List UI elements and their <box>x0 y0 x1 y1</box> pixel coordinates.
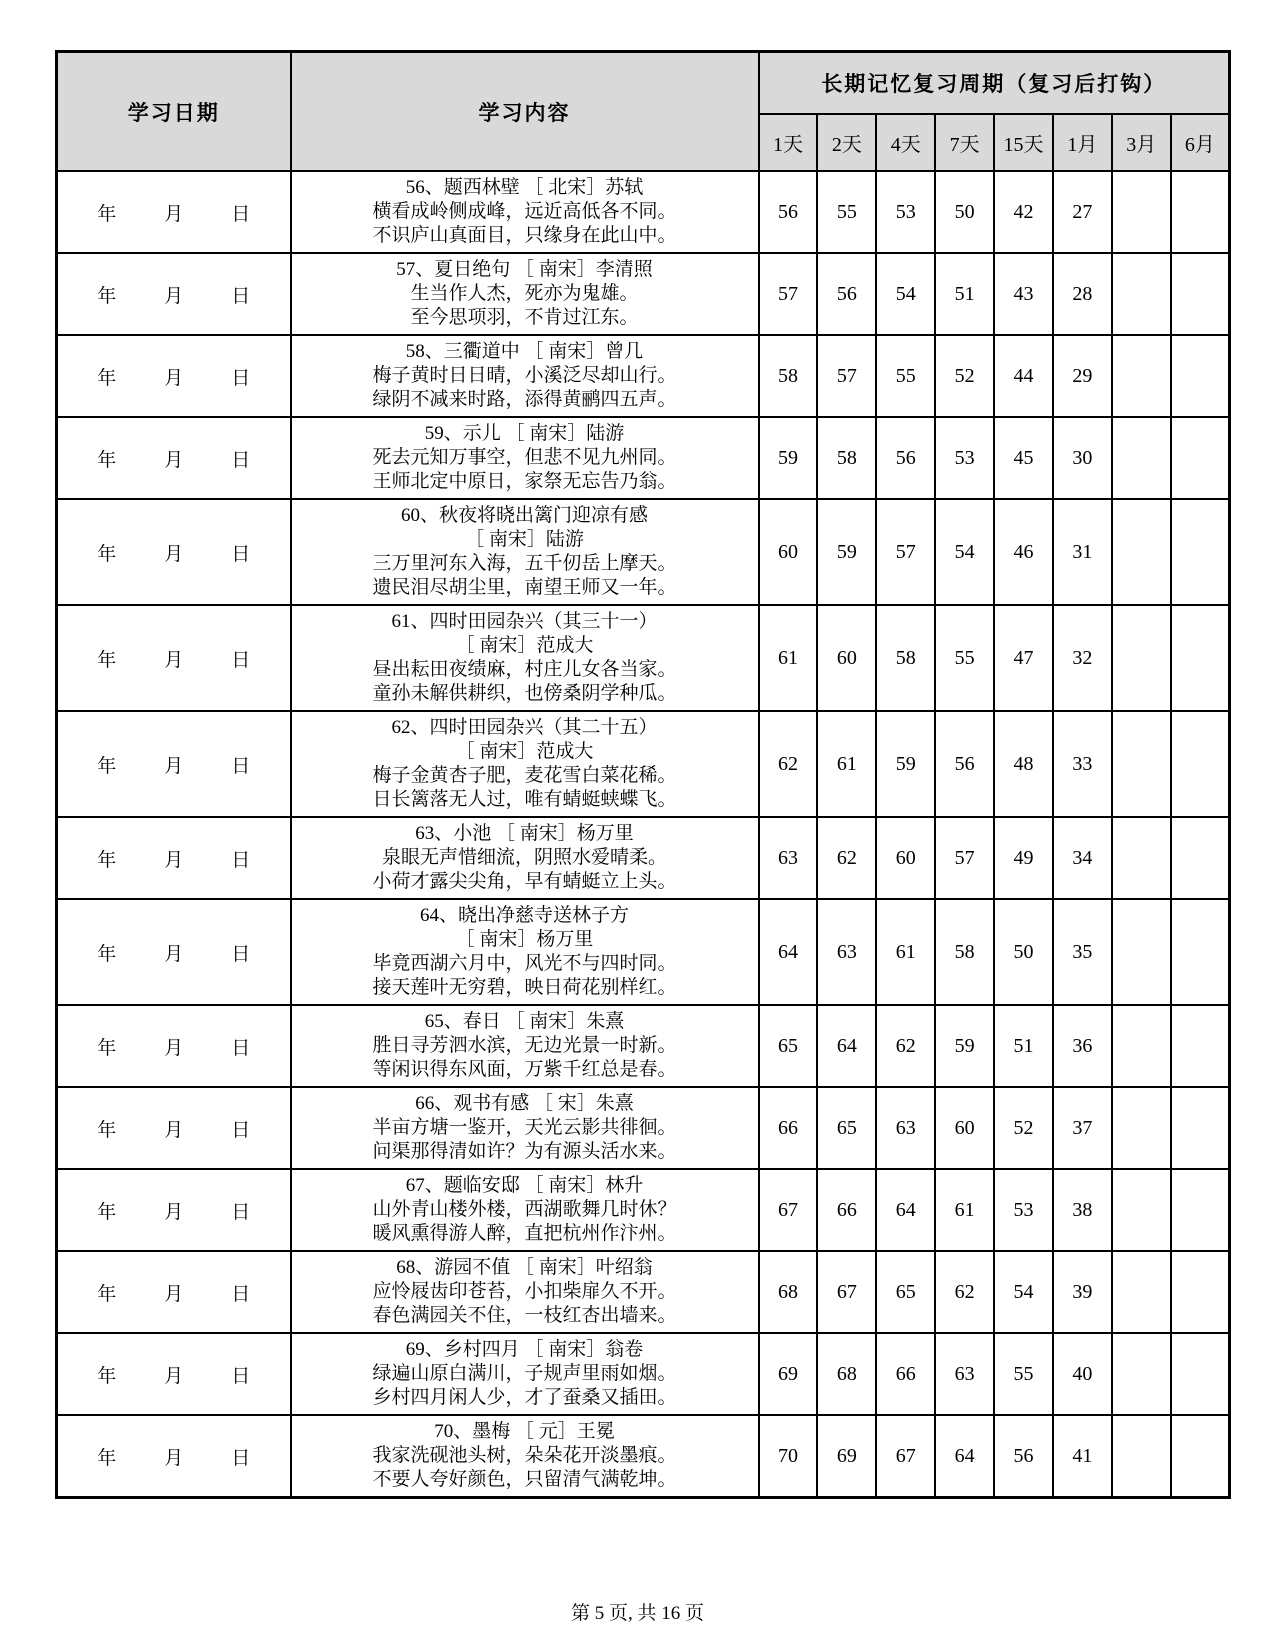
review-check-cell-4day: 66 <box>876 1333 935 1415</box>
review-check-cell-3month <box>1112 417 1171 499</box>
review-check-cell-1month: 38 <box>1053 1169 1112 1251</box>
table-header <box>57 52 1230 172</box>
study-content-cell <box>291 499 759 605</box>
review-check-cell-2day: 66 <box>817 1169 876 1251</box>
review-check-cell-1month: 30 <box>1053 417 1112 499</box>
poem-line: 不要人夸好颜色，只留清气满乾坤。 <box>372 1469 677 1490</box>
study-content-cell <box>291 417 759 499</box>
poem-line: 生当作人杰，死亦为鬼雄。 <box>410 283 639 304</box>
review-check-cell-2day: 63 <box>817 899 876 1005</box>
year-label: 年 <box>97 449 117 471</box>
study-content-cell <box>291 817 759 899</box>
poem-line: 58、三衢道中 ［ 南宋］曾几 <box>405 341 644 362</box>
month-label: 月 <box>164 449 184 471</box>
review-check-cell-3month <box>1112 1005 1171 1087</box>
review-check-cell-7day: 60 <box>935 1087 994 1169</box>
review-check-cell-3month <box>1112 499 1171 605</box>
month-label: 月 <box>164 367 184 389</box>
table-row <box>57 711 1230 817</box>
period-header-2day: 2天 <box>817 114 876 171</box>
year-label: 年 <box>97 649 117 671</box>
poem-line: 春色满园关不住，一枝红杏出墙来。 <box>372 1305 677 1326</box>
review-check-cell-15day: 53 <box>994 1169 1053 1251</box>
review-check-cell-4day: 59 <box>876 711 935 817</box>
month-label: 月 <box>164 943 184 965</box>
poem-line: ［ 南宋］陆游 <box>465 529 584 550</box>
review-check-cell-3month <box>1112 171 1171 253</box>
review-check-cell-4day: 63 <box>876 1087 935 1169</box>
review-check-cell-2day: 69 <box>817 1415 876 1498</box>
month-label: 月 <box>164 1037 184 1059</box>
review-check-cell-3month <box>1112 605 1171 711</box>
review-check-cell-6month <box>1171 711 1230 817</box>
poem-line: 56、题西林壁 ［ 北宋］苏轼 <box>405 177 644 198</box>
month-label: 月 <box>164 849 184 871</box>
poem-line: ［ 南宋］范成大 <box>455 635 594 656</box>
poem-line: 胜日寻芳泗水滨，无边光景一时新。 <box>372 1035 677 1056</box>
review-check-cell-4day: 61 <box>876 899 935 1005</box>
review-check-cell-1month: 29 <box>1053 335 1112 417</box>
study-content-cell <box>291 253 759 335</box>
day-label: 日 <box>231 649 251 671</box>
review-check-cell-4day: 56 <box>876 417 935 499</box>
review-check-cell-1day: 58 <box>759 335 818 417</box>
table-row <box>57 1005 1230 1087</box>
month-label: 月 <box>164 543 184 565</box>
month-label: 月 <box>164 203 184 225</box>
page-number: 第 5 页, 共 16 页 <box>570 1603 704 1624</box>
year-label: 年 <box>97 367 117 389</box>
review-check-cell-4day: 57 <box>876 499 935 605</box>
table-body <box>57 171 1230 1498</box>
review-check-cell-7day: 50 <box>935 171 994 253</box>
review-check-cell-2day: 56 <box>817 253 876 335</box>
month-label: 月 <box>164 755 184 777</box>
poem-line: 山外青山楼外楼，西湖歌舞几时休？ <box>372 1199 677 1220</box>
review-check-cell-2day: 61 <box>817 711 876 817</box>
review-check-cell-4day: 55 <box>876 335 935 417</box>
study-content-cell <box>291 1333 759 1415</box>
review-check-cell-2day: 64 <box>817 1005 876 1087</box>
review-check-cell-6month <box>1171 1251 1230 1333</box>
review-check-cell-15day: 56 <box>994 1415 1053 1498</box>
study-content-cell <box>291 1415 759 1498</box>
poem-line: 66、观书有感 ［ 宋］朱熹 <box>415 1093 634 1114</box>
review-check-cell-15day: 47 <box>994 605 1053 711</box>
study-content-cell <box>291 1087 759 1169</box>
table-row <box>57 171 1230 253</box>
review-check-cell-2day: 58 <box>817 417 876 499</box>
study-schedule-table <box>55 50 1231 1499</box>
poem-line: 57、夏日绝句 ［ 南宋］李清照 <box>396 259 653 280</box>
period-header-4day: 4天 <box>876 114 935 171</box>
day-label: 日 <box>231 285 251 307</box>
review-check-cell-7day: 62 <box>935 1251 994 1333</box>
poem-line: 63、小池 ［ 南宋］杨万里 <box>415 823 634 844</box>
year-label: 年 <box>97 543 117 565</box>
review-check-cell-4day: 62 <box>876 1005 935 1087</box>
column-header-study-date: 学习日期 <box>57 52 291 172</box>
poem-line: 59、示儿 ［ 南宋］陆游 <box>424 423 625 444</box>
review-check-cell-7day: 63 <box>935 1333 994 1415</box>
review-check-cell-6month <box>1171 1005 1230 1087</box>
poem-line: 64、晓出净慈寺送林子方 <box>419 905 629 926</box>
review-check-cell-1day: 59 <box>759 417 818 499</box>
poem-line: 接天莲叶无穷碧，映日荷花别样红。 <box>372 977 677 998</box>
review-check-cell-15day: 55 <box>994 1333 1053 1415</box>
poem-line: 童孙未解供耕织，也傍桑阴学种瓜。 <box>372 683 677 704</box>
table-row <box>57 817 1230 899</box>
review-check-cell-6month <box>1171 899 1230 1005</box>
review-check-cell-3month <box>1112 253 1171 335</box>
review-check-cell-1day: 70 <box>759 1415 818 1498</box>
study-date-cell <box>57 171 291 253</box>
review-check-cell-1day: 56 <box>759 171 818 253</box>
study-date-cell <box>57 1169 291 1251</box>
review-check-cell-15day: 42 <box>994 171 1053 253</box>
review-check-cell-15day: 46 <box>994 499 1053 605</box>
poem-line: 梅子金黄杏子肥，麦花雪白菜花稀。 <box>372 765 677 786</box>
poem-line: 绿遍山原白满川，子规声里雨如烟。 <box>372 1363 677 1384</box>
day-label: 日 <box>231 1447 251 1469</box>
review-check-cell-7day: 52 <box>935 335 994 417</box>
review-check-cell-2day: 60 <box>817 605 876 711</box>
table-row <box>57 1333 1230 1415</box>
review-check-cell-15day: 51 <box>994 1005 1053 1087</box>
table-row <box>57 1415 1230 1498</box>
review-check-cell-1day: 57 <box>759 253 818 335</box>
table-row <box>57 605 1230 711</box>
day-label: 日 <box>231 943 251 965</box>
review-check-cell-6month <box>1171 605 1230 711</box>
review-check-cell-3month <box>1112 711 1171 817</box>
month-label: 月 <box>164 649 184 671</box>
year-label: 年 <box>97 943 117 965</box>
year-label: 年 <box>97 203 117 225</box>
review-check-cell-6month <box>1171 335 1230 417</box>
study-content-cell <box>291 899 759 1005</box>
table-row <box>57 253 1230 335</box>
review-check-cell-4day: 67 <box>876 1415 935 1498</box>
study-date-cell <box>57 605 291 711</box>
review-check-cell-3month <box>1112 1087 1171 1169</box>
review-check-cell-1day: 64 <box>759 899 818 1005</box>
study-date-cell <box>57 1005 291 1087</box>
year-label: 年 <box>97 755 117 777</box>
poem-line: 62、四时田园杂兴（其二十五） <box>391 717 658 738</box>
month-label: 月 <box>164 1365 184 1387</box>
review-check-cell-6month <box>1171 171 1230 253</box>
table-row <box>57 1087 1230 1169</box>
review-check-cell-6month <box>1171 253 1230 335</box>
review-check-cell-1month: 41 <box>1053 1415 1112 1498</box>
table-row <box>57 417 1230 499</box>
review-check-cell-6month <box>1171 499 1230 605</box>
year-label: 年 <box>97 285 117 307</box>
period-header-6month: 6月 <box>1171 114 1230 171</box>
poem-line: 王师北定中原日，家祭无忘告乃翁。 <box>372 471 677 492</box>
year-label: 年 <box>97 1447 117 1469</box>
year-label: 年 <box>97 849 117 871</box>
study-date-cell <box>57 1415 291 1498</box>
review-check-cell-1day: 65 <box>759 1005 818 1087</box>
review-check-cell-4day: 65 <box>876 1251 935 1333</box>
review-check-cell-15day: 45 <box>994 417 1053 499</box>
poem-line: 死去元知万事空，但悲不见九州同。 <box>372 447 677 468</box>
review-check-cell-7day: 61 <box>935 1169 994 1251</box>
column-header-study-content: 学习内容 <box>291 52 759 172</box>
day-label: 日 <box>231 1037 251 1059</box>
review-check-cell-1day: 61 <box>759 605 818 711</box>
review-check-cell-2day: 55 <box>817 171 876 253</box>
poem-line: 暖风熏得游人醉，直把杭州作汴州。 <box>372 1223 677 1244</box>
study-content-cell <box>291 1251 759 1333</box>
review-check-cell-15day: 44 <box>994 335 1053 417</box>
poem-line: ［ 南宋］范成大 <box>455 741 594 762</box>
review-check-cell-3month <box>1112 1333 1171 1415</box>
review-check-cell-1month: 34 <box>1053 817 1112 899</box>
review-check-cell-3month <box>1112 1169 1171 1251</box>
period-header-1day: 1天 <box>759 114 818 171</box>
day-label: 日 <box>231 1283 251 1305</box>
study-date-cell <box>57 1087 291 1169</box>
review-check-cell-1month: 33 <box>1053 711 1112 817</box>
review-check-cell-6month <box>1171 817 1230 899</box>
year-label: 年 <box>97 1365 117 1387</box>
month-label: 月 <box>164 285 184 307</box>
poem-line: 至今思项羽，不肯过江东。 <box>410 307 639 328</box>
review-check-cell-1month: 36 <box>1053 1005 1112 1087</box>
study-date-cell <box>57 499 291 605</box>
review-check-cell-2day: 57 <box>817 335 876 417</box>
poem-line: 绿阴不减来时路，添得黄鹂四五声。 <box>372 389 677 410</box>
poem-line: 小荷才露尖尖角，早有蜻蜓立上头。 <box>372 871 677 892</box>
review-check-cell-3month <box>1112 1251 1171 1333</box>
day-label: 日 <box>231 543 251 565</box>
poem-line: 半亩方塘一鉴开，天光云影共徘徊。 <box>372 1117 677 1138</box>
review-check-cell-3month <box>1112 1415 1171 1498</box>
review-check-cell-1day: 60 <box>759 499 818 605</box>
review-check-cell-1day: 68 <box>759 1251 818 1333</box>
review-check-cell-1month: 28 <box>1053 253 1112 335</box>
poem-line: 等闲识得东风面，万紫千红总是春。 <box>372 1059 677 1080</box>
month-label: 月 <box>164 1119 184 1141</box>
review-check-cell-1month: 27 <box>1053 171 1112 253</box>
review-check-cell-4day: 64 <box>876 1169 935 1251</box>
study-date-cell <box>57 417 291 499</box>
review-check-cell-3month <box>1112 899 1171 1005</box>
day-label: 日 <box>231 367 251 389</box>
day-label: 日 <box>231 1119 251 1141</box>
poem-line: 应怜屐齿印苍苔，小扣柴扉久不开。 <box>372 1281 677 1302</box>
review-check-cell-2day: 59 <box>817 499 876 605</box>
table-row <box>57 899 1230 1005</box>
poem-line: 毕竟西湖六月中，风光不与四时同。 <box>372 953 677 974</box>
study-content-cell <box>291 711 759 817</box>
year-label: 年 <box>97 1119 117 1141</box>
poem-line: 61、四时田园杂兴（其三十一） <box>391 611 658 632</box>
review-check-cell-6month <box>1171 1333 1230 1415</box>
review-check-cell-6month <box>1171 1087 1230 1169</box>
table-row <box>57 335 1230 417</box>
poem-line: 60、秋夜将晓出篱门迎凉有感 <box>400 505 648 526</box>
day-label: 日 <box>231 203 251 225</box>
period-header-15day: 15天 <box>994 114 1053 171</box>
review-check-cell-1month: 31 <box>1053 499 1112 605</box>
period-header-3month: 3月 <box>1112 114 1171 171</box>
review-check-cell-1day: 69 <box>759 1333 818 1415</box>
study-date-cell <box>57 711 291 817</box>
poem-line: 70、墨梅 ［ 元］王冕 <box>434 1421 615 1442</box>
review-check-cell-15day: 54 <box>994 1251 1053 1333</box>
review-check-cell-6month <box>1171 417 1230 499</box>
review-check-cell-1month: 32 <box>1053 605 1112 711</box>
year-label: 年 <box>97 1283 117 1305</box>
review-check-cell-15day: 48 <box>994 711 1053 817</box>
poem-line: 65、春日 ［ 南宋］朱熹 <box>424 1011 625 1032</box>
period-header-1month: 1月 <box>1053 114 1112 171</box>
day-label: 日 <box>231 755 251 777</box>
review-check-cell-1month: 37 <box>1053 1087 1112 1169</box>
table-row <box>57 499 1230 605</box>
study-content-cell <box>291 171 759 253</box>
study-content-cell <box>291 605 759 711</box>
review-check-cell-4day: 58 <box>876 605 935 711</box>
study-date-cell <box>57 1333 291 1415</box>
period-header-7day: 7天 <box>935 114 994 171</box>
month-label: 月 <box>164 1201 184 1223</box>
poem-line: 日长篱落无人过，唯有蜻蜓蛱蝶飞。 <box>372 789 677 810</box>
review-check-cell-7day: 59 <box>935 1005 994 1087</box>
day-label: 日 <box>231 849 251 871</box>
review-check-cell-4day: 60 <box>876 817 935 899</box>
poem-line: 梅子黄时日日晴，小溪泛尽却山行。 <box>372 365 677 386</box>
review-check-cell-15day: 52 <box>994 1087 1053 1169</box>
day-label: 日 <box>231 1365 251 1387</box>
poem-line: 三万里河东入海，五千仞岳上摩天。 <box>372 553 677 574</box>
review-check-cell-2day: 68 <box>817 1333 876 1415</box>
table-row <box>57 1169 1230 1251</box>
study-content-cell <box>291 335 759 417</box>
review-check-cell-7day: 56 <box>935 711 994 817</box>
review-check-cell-7day: 64 <box>935 1415 994 1498</box>
column-header-review-cycle: 长期记忆复习周期（复习后打钩） <box>759 52 1230 115</box>
review-check-cell-15day: 50 <box>994 899 1053 1005</box>
study-date-cell <box>57 1251 291 1333</box>
review-check-cell-1month: 39 <box>1053 1251 1112 1333</box>
study-content-cell <box>291 1169 759 1251</box>
study-date-cell <box>57 253 291 335</box>
review-check-cell-7day: 55 <box>935 605 994 711</box>
review-check-cell-6month <box>1171 1169 1230 1251</box>
poem-line: 我家洗砚池头树，朵朵花开淡墨痕。 <box>372 1445 677 1466</box>
year-label: 年 <box>97 1201 117 1223</box>
poem-line: 乡村四月闲人少，才了蚕桑又插田。 <box>372 1387 677 1408</box>
review-check-cell-1day: 67 <box>759 1169 818 1251</box>
review-check-cell-2day: 65 <box>817 1087 876 1169</box>
poem-line: ［ 南宋］杨万里 <box>455 929 594 950</box>
study-date-cell <box>57 335 291 417</box>
poem-line: 泉眼无声惜细流，阴照水爱晴柔。 <box>381 847 667 868</box>
review-check-cell-1month: 40 <box>1053 1333 1112 1415</box>
review-check-cell-1month: 35 <box>1053 899 1112 1005</box>
review-check-cell-3month <box>1112 335 1171 417</box>
month-label: 月 <box>164 1283 184 1305</box>
study-date-cell <box>57 817 291 899</box>
review-check-cell-4day: 54 <box>876 253 935 335</box>
study-content-cell <box>291 1005 759 1087</box>
review-check-cell-7day: 51 <box>935 253 994 335</box>
review-check-cell-15day: 49 <box>994 817 1053 899</box>
poem-line: 68、游园不值 ［ 南宋］叶绍翁 <box>396 1257 653 1278</box>
poem-line: 不识庐山真面目，只缘身在此山中。 <box>372 225 677 246</box>
review-check-cell-7day: 54 <box>935 499 994 605</box>
review-check-cell-1day: 66 <box>759 1087 818 1169</box>
month-label: 月 <box>164 1447 184 1469</box>
poem-line: 69、乡村四月 ［ 南宋］翁卷 <box>405 1339 644 1360</box>
poem-line: 问渠那得清如许？为有源头活水来。 <box>372 1141 677 1162</box>
table-row <box>57 1251 1230 1333</box>
poem-line: 昼出耘田夜绩麻，村庄儿女各当家。 <box>372 659 677 680</box>
poem-line: 遗民泪尽胡尘里，南望王师又一年。 <box>372 577 677 598</box>
review-check-cell-1day: 63 <box>759 817 818 899</box>
review-check-cell-2day: 62 <box>817 817 876 899</box>
review-check-cell-7day: 58 <box>935 899 994 1005</box>
review-check-cell-3month <box>1112 817 1171 899</box>
review-check-cell-15day: 43 <box>994 253 1053 335</box>
day-label: 日 <box>231 1201 251 1223</box>
poem-line: 67、题临安邸 ［ 南宋］林升 <box>405 1175 644 1196</box>
poem-line: 横看成岭侧成峰，远近高低各不同。 <box>372 201 677 222</box>
year-label: 年 <box>97 1037 117 1059</box>
day-label: 日 <box>231 449 251 471</box>
study-date-cell <box>57 899 291 1005</box>
review-check-cell-1day: 62 <box>759 711 818 817</box>
review-check-cell-2day: 67 <box>817 1251 876 1333</box>
review-check-cell-7day: 57 <box>935 817 994 899</box>
review-check-cell-4day: 53 <box>876 171 935 253</box>
review-check-cell-6month <box>1171 1415 1230 1498</box>
review-check-cell-7day: 53 <box>935 417 994 499</box>
